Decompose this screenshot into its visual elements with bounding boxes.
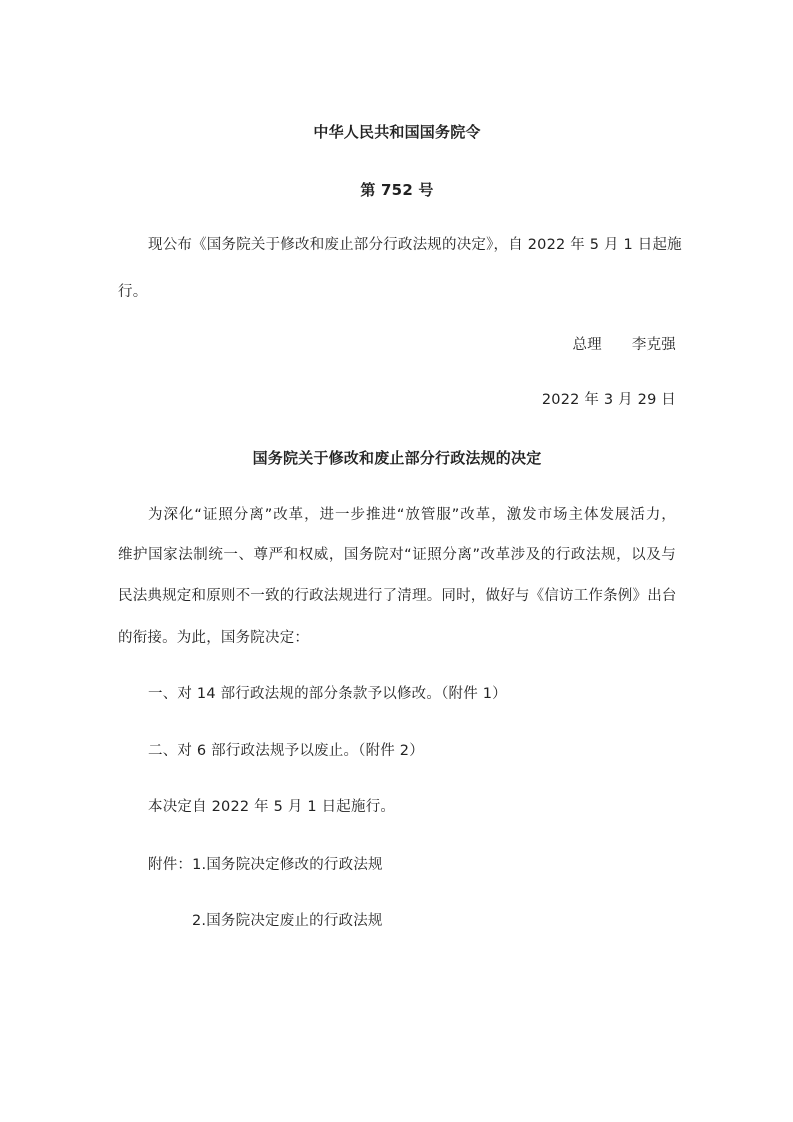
intro-line-2: 维护国家法制统一、尊严和权威，国务院对“证照分离”改革涉及的行政法规，以及与 <box>118 547 676 563</box>
intro-line-4: 的衔接。为此，国务院决定： <box>118 630 310 646</box>
signature-title: 总理 <box>572 337 602 353</box>
decision-title: 国务院关于修改和废止部分行政法规的决定 <box>252 449 542 467</box>
order-title: 中华人民共和国国务院令 <box>313 123 481 141</box>
intro-line-1: 为深化“证照分离”改革，进一步推进“放管服”改革，激发市场主体发展活力， <box>148 507 676 523</box>
attachment-1: 附件：1.国务院决定修改的行政法规 <box>148 857 383 873</box>
decision-item-2: 二、对 6 部行政法规予以废止。（附件 2） <box>148 743 424 759</box>
effective-date-clause: 本决定自 2022 年 5 月 1 日起施行。 <box>148 799 396 815</box>
intro-line-3: 民法典规定和原则不一致的行政法规进行了清理。同时，做好与《信访工作条例》出台 <box>118 588 677 604</box>
order-number: 第 752 号 <box>360 181 434 199</box>
order-date: 2022 年 3 月 29 日 <box>541 392 676 408</box>
attachment-2: 2.国务院决定废止的行政法规 <box>192 913 383 929</box>
signature-line <box>118 335 676 355</box>
promulgation-line-2: 行。 <box>118 284 148 300</box>
decision-item-1: 一、对 14 部行政法规的部分条款予以修改。（附件 1） <box>148 686 507 702</box>
signature-name: 李克强 <box>631 337 676 353</box>
promulgation-line-1: 现公布《国务院关于修改和废止部分行政法规的决定》，自 2022 年 5 月 1 日起施 <box>148 237 682 253</box>
